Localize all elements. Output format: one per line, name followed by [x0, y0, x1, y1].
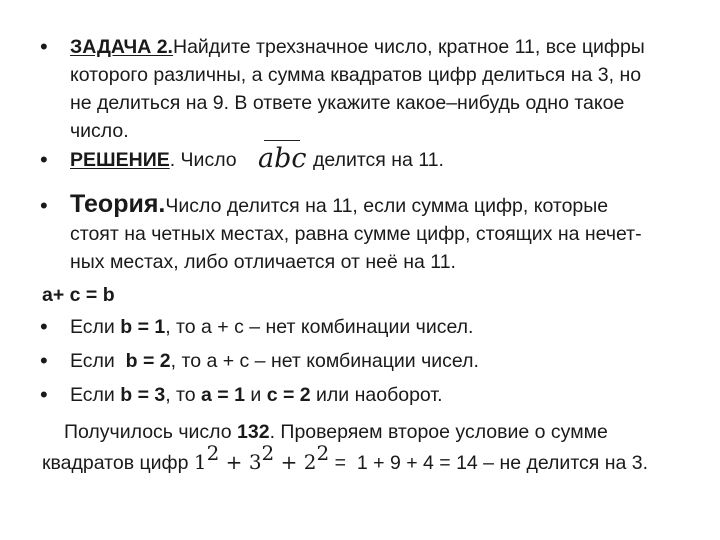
task-line-1: Найдите трехзначное число, кратное 11, все цифры [172, 36, 645, 58]
theory-line-2: стоят на четных местах, равна сумме цифр, стоящих на нечет- [70, 223, 642, 245]
square-base-2: 3 [248, 450, 262, 474]
result-line2-pre: квадратов цифр [42, 452, 194, 474]
task-line-3: не делиться на 9. В ответе укажите какое–нибудь одно такое [70, 92, 625, 114]
solution-text-before: . Число [169, 149, 237, 171]
square-exp-3: 2 [316, 441, 330, 465]
case-3-cond2: a = 1 [201, 384, 245, 406]
result-line-2 [42, 441, 649, 477]
case-1-post: , то a + c – нет комбинации чисел. [165, 316, 474, 338]
case-3-cond: b = 3 [120, 384, 166, 406]
theory-line-1: Число делится на 11, если сумма цифр, которые [165, 195, 609, 217]
overline [264, 140, 300, 141]
case-3-pre: Если [70, 384, 121, 406]
plus-1: + [219, 450, 249, 474]
theory-label: Теория. [70, 190, 166, 218]
bullet-icon: • [40, 147, 48, 172]
bullet-icon: • [40, 34, 48, 59]
result-line2-post: = 1 + 9 + 4 = 14 – не делится на 3. [329, 452, 649, 474]
square-exp-1: 2 [206, 441, 220, 465]
case-3-cond3: c = 2 [266, 384, 311, 406]
result-line-1 [64, 418, 608, 446]
case-2-post: , то a + c – нет комбинации чисел. [170, 350, 479, 372]
square-base-1: 1 [193, 450, 207, 474]
equation-text: a+ c = b [42, 284, 115, 306]
result-number: 132 [237, 421, 270, 443]
task-line-2: которого различны, а сумма квадратов цифр делиться на 3, но [70, 64, 642, 86]
case-1-cond: b = 1 [120, 316, 166, 338]
theory-line-3: ных местах, либо отличается от неё на 11. [70, 251, 456, 273]
number-abc [258, 140, 308, 178]
case-1-text [70, 313, 690, 341]
number-abc-symbol: abc [258, 143, 307, 174]
case-2-cond: b = 2 [125, 350, 171, 372]
case-3-post: , то [165, 384, 202, 406]
plus-2: + [274, 450, 304, 474]
case-3-mid: и [244, 384, 267, 406]
solution-label: РЕШЕНИЕ [70, 149, 170, 171]
task-text [70, 33, 690, 145]
solution-text-after: делится на 11. [313, 149, 444, 171]
result-line1-pre: Получилось число [64, 421, 238, 443]
equation [42, 281, 115, 309]
result-line1-post: . Проверяем второе условие о сумме [269, 421, 608, 443]
theory-text [70, 190, 690, 276]
case-2-pre: Если [70, 350, 126, 372]
case-1-pre: Если [70, 316, 121, 338]
bullet-icon: • [40, 382, 48, 407]
bullet-icon: • [40, 348, 48, 373]
bullet-icon: • [40, 314, 48, 339]
case-3-text [70, 381, 690, 409]
task-line-4: число. [70, 120, 129, 142]
square-exp-2: 2 [261, 441, 275, 465]
square-base-3: 2 [303, 450, 317, 474]
case-3-post2: или наоборот. [310, 384, 443, 406]
task-label: ЗАДАЧА 2. [70, 36, 173, 58]
bullet-icon: • [40, 193, 48, 218]
case-2-text [70, 347, 690, 375]
